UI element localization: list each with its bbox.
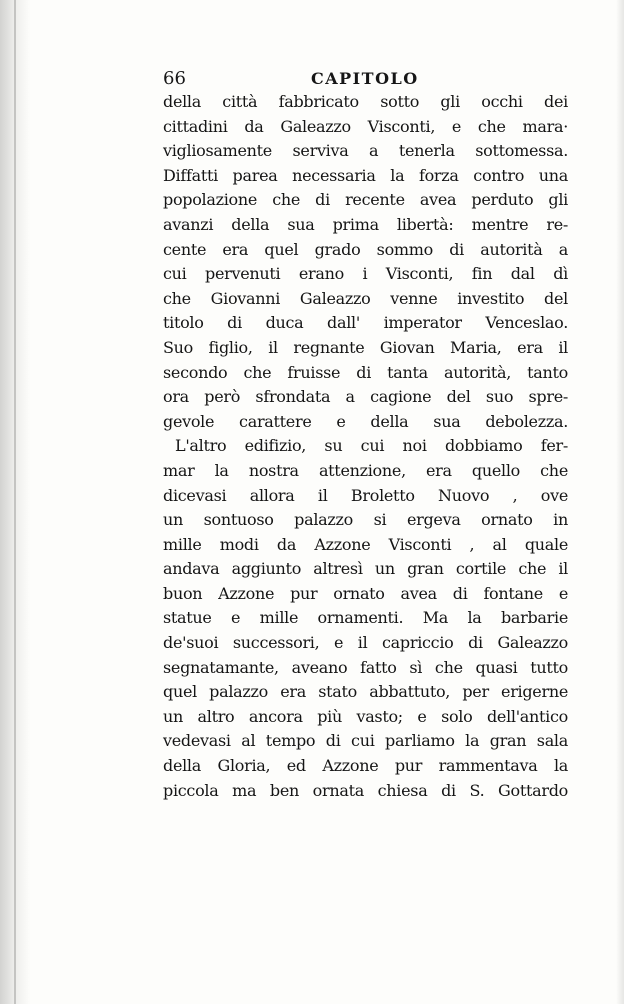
text-line: de'suoi successori, e il capriccio di Galeazzo [163,633,568,653]
text-line: avanzi della sua prima libertà: mentre re- [163,214,568,234]
text-line: un altro ancora più vasto; e solo dell'antico [163,706,568,726]
text-line: segnatamante, aveano fatto sì che quasi tutto [163,657,568,677]
text-line: un sontuoso palazzo si ergeva ornato in [163,510,568,530]
text-line: quel palazzo era stato abbattuto, per erigerne [163,682,568,702]
page-number: 66 [163,68,186,89]
page-gutter-line [14,0,16,1004]
body-text [163,90,568,803]
text-line: della Gloria, ed Azzone pur rammentava la [163,756,568,776]
text-line: statue e mille ornamenti. Ma la barbarie [163,608,568,628]
page-edge-shadow [616,0,624,1004]
text-line: secondo che fruisse di tanta autorità, tanto [163,362,568,382]
text-line: cittadini da Galeazzo Visconti, e che mara· [163,116,568,136]
text-line: Suo figlio, il regnante Giovan Maria, era il [163,337,568,357]
text-line: cui pervenuti erano i Visconti, fin dal dì [163,264,568,284]
text-line: titolo di duca dall' imperator Venceslao. [163,313,568,333]
paragraph-first-line: L'altro edifizio, su cui noi dobbiamo fer- [175,436,568,456]
text-line: cente era quel grado sommo di autorità a [163,239,568,259]
text-line: piccola ma ben ornata chiesa di S. Gottardo [163,780,568,800]
text-line: popolazione che di recente avea perduto gli [163,190,568,210]
text-line: vedevasi al tempo di cui parliamo la gran sala [163,731,568,751]
text-line: vigliosamente serviva a tenerla sottomessa. [163,141,568,161]
text-line: della città fabbricato sotto gli occhi dei [163,92,568,111]
text-line: buon Azzone pur ornato avea di fontane e [163,583,568,603]
text-line: mille modi da Azzone Visconti , al quale [163,534,568,554]
text-line: mar la nostra attenzione, era quello che [163,460,568,480]
text-line: Diffatti parea necessaria la forza contro una [163,165,568,185]
running-head: CAPITOLO [311,69,419,88]
text-line: andava aggiunto altresì un gran cortile che il [163,559,568,579]
text-line: dicevasi allora il Broletto Nuovo , ove [163,485,568,505]
text-line: che Giovanni Galeazzo venne investito del [163,288,568,308]
text-line: ora però sfrondata a cagione del suo spre- [163,387,568,407]
page-header [163,68,568,92]
text-line: gevole carattere e della sua debolezza. [163,411,568,431]
